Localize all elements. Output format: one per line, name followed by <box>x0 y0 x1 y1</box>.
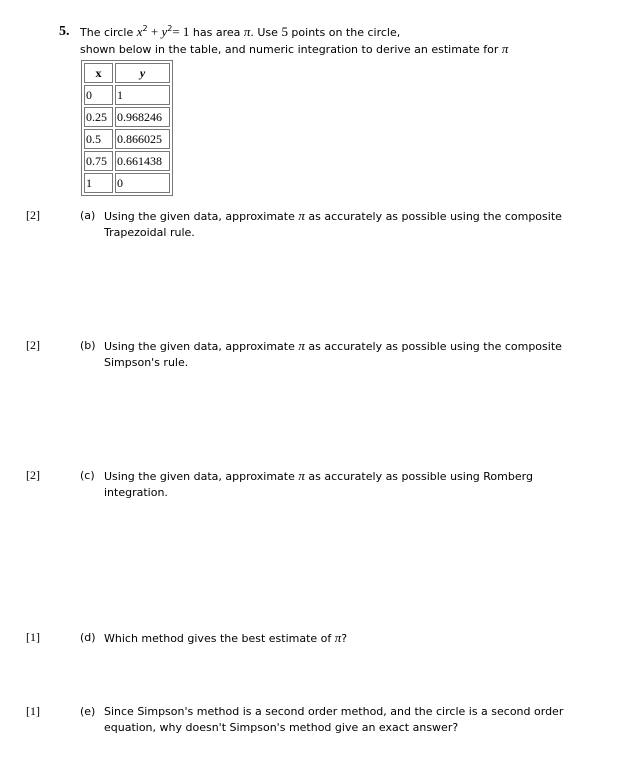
question-intro <box>80 24 600 58</box>
part-a-label: (a) <box>80 209 96 222</box>
part-c-text <box>104 468 580 501</box>
eq-rhs: = 1 <box>172 24 190 39</box>
eq-y: y <box>161 24 168 39</box>
part-e <box>80 704 580 736</box>
part-d-text-after: ? <box>341 632 348 645</box>
points-count: 5 <box>281 24 288 39</box>
table-cell-x: 0.75 <box>84 151 113 171</box>
table-header-row <box>84 63 170 83</box>
part-d-label: (d) <box>80 631 96 644</box>
circle-equation: $x^2 + y^2= 1$ <box>136 24 190 39</box>
part-c-label: (c) <box>80 469 95 482</box>
part-a-text-before: Using the given data, approximate <box>104 210 299 223</box>
pi-symbol: π <box>298 468 305 483</box>
part-c-marks: [2] <box>26 468 40 482</box>
eq-y-exponent: 2 <box>167 24 173 33</box>
part-a-text <box>104 208 580 241</box>
part-d-text-before: Which method gives the best estimate of <box>104 632 335 645</box>
part-a-marks: [2] <box>26 208 40 222</box>
table-row <box>84 129 170 149</box>
part-e-text: Since Simpson's method is a second order method, and the circle is a second order equation, why doesn't Simpson's method give an exact answer? <box>104 705 564 734</box>
table-cell-y: 0.866025 <box>115 129 170 149</box>
table-cell-x: 0 <box>84 85 113 105</box>
intro-text-before: The circle <box>80 26 137 39</box>
table-cell-y: 1 <box>115 85 170 105</box>
table-cell-x: 0.25 <box>84 107 113 127</box>
table-cell-x: 0.5 <box>84 129 113 149</box>
intro-text-after2: points on the circle, <box>287 26 401 39</box>
table-header-x: x <box>84 63 113 83</box>
eq-x: x <box>136 24 143 39</box>
part-c-text-after: as accurately as possible using Romberg integration. <box>104 470 533 499</box>
table-row <box>84 85 170 105</box>
pi-symbol: π <box>298 208 305 223</box>
data-table <box>81 60 173 196</box>
part-b <box>80 338 580 371</box>
part-a <box>80 208 580 241</box>
part-b-text-before: Using the given data, approximate <box>104 340 299 353</box>
pi-symbol: π <box>334 630 342 645</box>
table-row <box>84 173 170 193</box>
part-b-text <box>104 338 580 371</box>
table-cell-y: 0.968246 <box>115 107 170 127</box>
intro-line-2: shown below in the table, and numeric integration to derive an estimate for <box>80 43 502 56</box>
part-c-text-before: Using the given data, approximate <box>104 470 299 483</box>
part-b-label: (b) <box>80 339 96 352</box>
table-row <box>84 151 170 171</box>
intro-text-mid: has area <box>189 26 244 39</box>
table-header-y: y <box>115 63 170 83</box>
part-d-text <box>104 630 580 647</box>
part-d-marks: [1] <box>26 630 40 644</box>
question-number: 5. <box>59 24 70 39</box>
part-c <box>80 468 580 501</box>
part-d <box>80 630 580 647</box>
intro-text-after1: . Use <box>250 26 282 39</box>
part-a-text-after: as accurately as possible using the composite Trapezoidal rule. <box>104 210 562 239</box>
table-cell-x: 1 <box>84 173 113 193</box>
table-row <box>84 107 170 127</box>
table-cell-y: 0.661438 <box>115 151 170 171</box>
table-cell-y: 0 <box>115 173 170 193</box>
part-b-text-after: as accurately as possible using the composite Simpson's rule. <box>104 340 562 369</box>
pi-symbol: π <box>243 24 251 39</box>
part-b-marks: [2] <box>26 338 40 352</box>
eq-x-exponent: 2 <box>142 24 148 33</box>
part-e-label: (e) <box>80 705 96 718</box>
pi-symbol: π <box>501 41 509 56</box>
pi-symbol: π <box>298 338 305 353</box>
part-e-marks: [1] <box>26 704 40 718</box>
